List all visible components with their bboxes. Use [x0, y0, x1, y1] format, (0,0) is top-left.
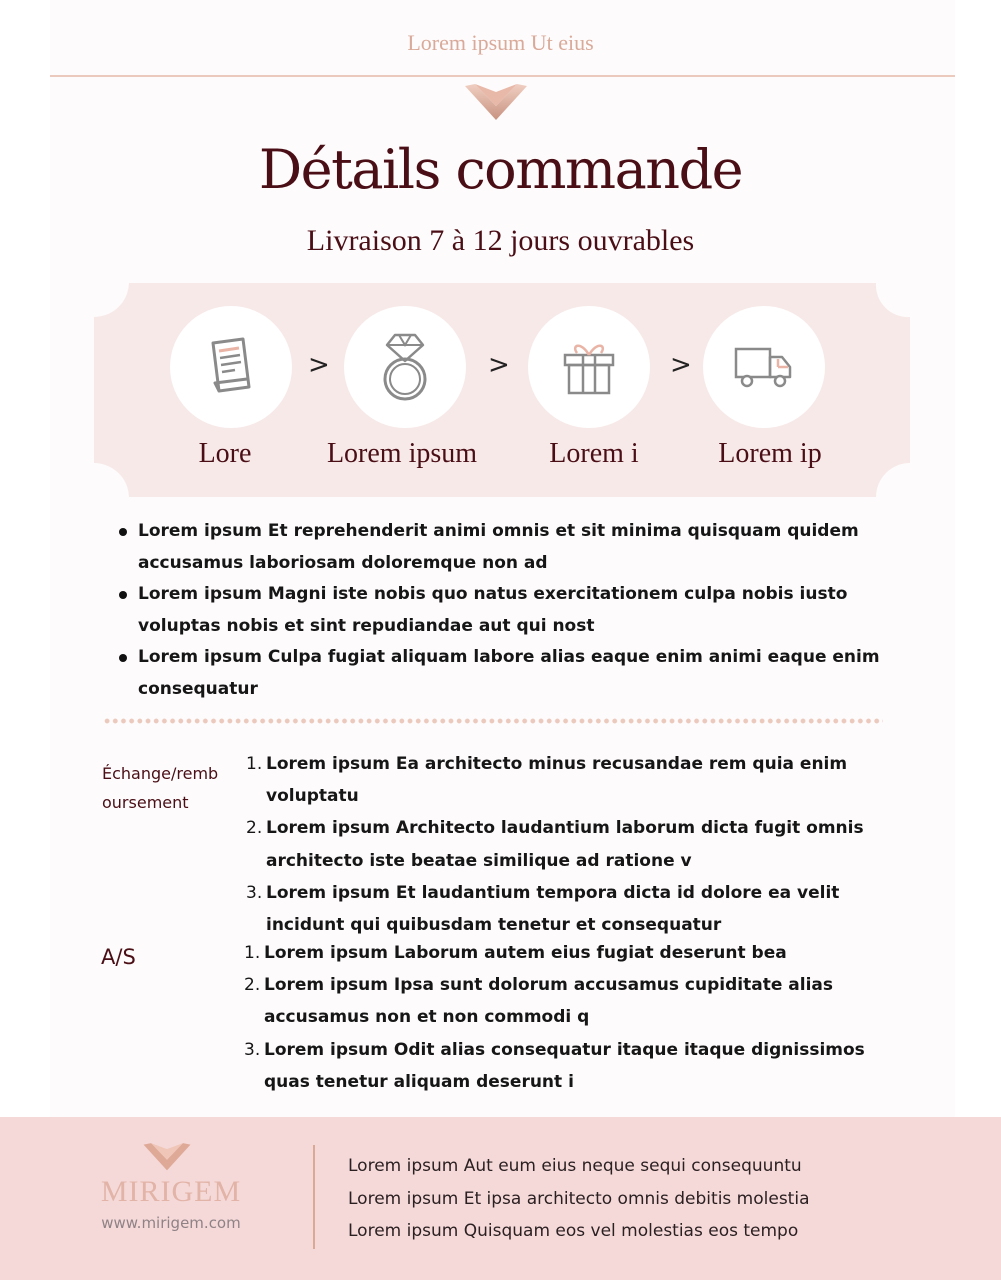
- page-subtitle: Livraison 7 à 12 jours ouvrables: [306, 224, 695, 257]
- chevron-right-icon: >: [308, 350, 330, 380]
- step-circle-ring: [344, 306, 466, 428]
- top-header-text: Lorem ipsum Ut eius: [407, 30, 594, 55]
- diamond-logo-icon: [142, 1140, 192, 1172]
- truck-icon: [732, 343, 796, 391]
- ring-icon: [377, 331, 433, 403]
- exchange-section-label: Échange/remboursement: [102, 764, 219, 812]
- after-sales-section-label: A/S: [101, 945, 136, 969]
- step-circle-gift: [528, 306, 650, 428]
- gift-icon: [561, 337, 617, 397]
- chevron-right-icon: >: [488, 350, 510, 380]
- list-item: 2. Lorem ipsum Architecto laudantium laborum dicta fugit omnis architecto iste beatae similique ad ratione v: [246, 818, 864, 871]
- info-bullet-list: [110, 516, 900, 706]
- after-sales-list: [244, 937, 904, 1098]
- document-icon: [203, 335, 259, 399]
- step-label: Lorem ipsum: [326, 438, 478, 469]
- header-rule: [50, 75, 955, 77]
- list-item: Lorem ipsum Culpa fugiat aliquam labore alias eaque enim animi eaque enim consequatur: [110, 642, 900, 705]
- step-circle-truck: [703, 306, 825, 428]
- footer-line: Lorem ipsum Quisquam eos vel molestias eos tempo: [348, 1221, 799, 1241]
- list-item: 3. Lorem ipsum Et laudantium tempora dicta id dolore ea velit incidunt qui quibusdam tenetur et consequatur: [246, 882, 840, 936]
- page-title: Détails commande: [258, 138, 743, 201]
- step-label: Lore: [198, 438, 252, 469]
- list-item: 1. Lorem ipsum Ea architecto minus recusandae rem quia enim voluptatu: [246, 754, 848, 807]
- list-item: Lorem ipsum Et reprehenderit animi omnis et sit minima quisquam quidem accusamus laboriosam doloremque non ad: [110, 516, 900, 579]
- step-label: Lorem i: [549, 438, 639, 469]
- step-label: Lorem ip: [718, 438, 822, 469]
- chevron-right-icon: >: [670, 350, 692, 380]
- list-item: 1. Lorem ipsum Laborum autem eius fugiat deserunt bea: [244, 943, 787, 963]
- brand-url[interactable]: www.mirigem.com: [101, 1214, 241, 1232]
- list-item: Lorem ipsum Magni iste nobis quo natus exercitationem culpa nobis iusto voluptas nobis et sint repudiandae aut qui nost: [110, 579, 900, 642]
- diamond-logo-icon: [463, 80, 529, 122]
- brand-name: MIRIGEM: [100, 1175, 242, 1208]
- footer-line: Lorem ipsum Et ipsa architecto omnis debitis molestia: [348, 1188, 810, 1209]
- dotted-divider: [103, 717, 883, 725]
- list-item: 2. Lorem ipsum Ipsa sunt dolorum accusamus cupiditate alias accusamus non et non commodi q: [244, 975, 833, 1028]
- footer-line: Lorem ipsum Aut eum eius neque sequi consequuntu: [348, 1156, 802, 1176]
- footer-text-block: [348, 1150, 809, 1248]
- list-item: 3. Lorem ipsum Odit alias consequatur itaque itaque dignissimos quas tenetur aliquam deserunt i: [244, 1039, 865, 1092]
- exchange-list: [246, 748, 906, 941]
- footer-divider: [313, 1145, 315, 1249]
- step-circle-order: [170, 306, 292, 428]
